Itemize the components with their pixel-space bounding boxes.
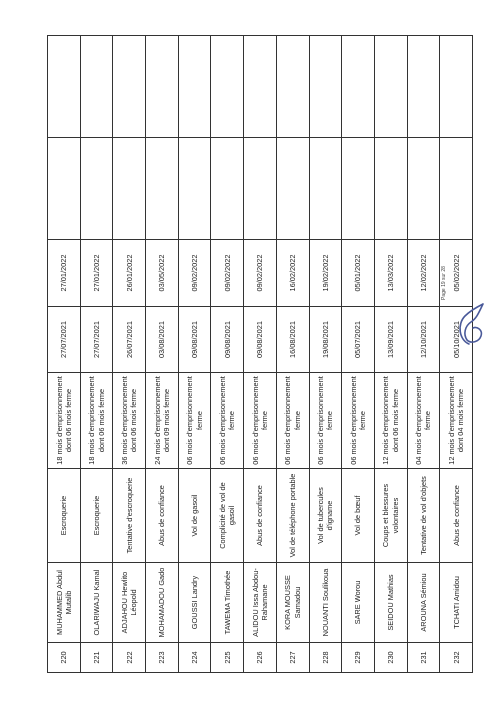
offense: Vol de bœuf [342,469,375,563]
detainee-name: GOUSSI Landry [178,563,211,643]
row-number: 221 [80,643,113,673]
table-row [276,36,309,673]
empty-cell [342,138,375,240]
offense: Complicité de vol de gasoil [211,469,244,563]
empty-cell [440,36,473,138]
empty-cell [113,138,146,240]
incarceration-date: 09/08/2021 [211,307,244,373]
offense: Coups et blessures volontaires [374,469,407,563]
sentence: 18 mois d'emprisonnement dont 06 mois ferme [80,373,113,469]
incarceration-date: 09/08/2021 [244,307,277,373]
row-number: 227 [276,643,309,673]
detainee-table [47,35,473,673]
offense: Escroquerie [80,469,113,563]
empty-cell [374,138,407,240]
release-date: 13/03/2022 [374,240,407,307]
detainee-name: MUHAMMED Abdul Mutalib [48,563,81,643]
empty-cell [211,36,244,138]
sentence: 06 mois d'emprisonnement ferme [178,373,211,469]
table-row [342,36,375,673]
incarceration-date: 27/07/2021 [48,307,81,373]
release-date: 03/05/2022 [146,240,179,307]
table-row [244,36,277,673]
table-row [309,36,342,673]
offense: Tentative d'escroquerie [113,469,146,563]
row-number: 224 [178,643,211,673]
incarceration-date: 09/08/2021 [178,307,211,373]
sentence: 06 mois d'emprisonnement ferme [309,373,342,469]
signature-mark [455,300,487,348]
offense: Abus de confiance [244,469,277,563]
detainee-name: AROUNA Sémiou [407,563,440,643]
row-number: 229 [342,643,375,673]
sentence: 04 mois d'emprisonnement ferme [407,373,440,469]
sentence: 06 mois d'emprisonnement ferme [211,373,244,469]
table-row [407,36,440,673]
offense: Vol de gasoil [178,469,211,563]
incarceration-date: 27/07/2021 [80,307,113,373]
release-date: 09/02/2022 [211,240,244,307]
row-number: 223 [146,643,179,673]
table-row [211,36,244,673]
empty-cell [48,36,81,138]
sentence: 06 mois d'emprisonnement ferme [276,373,309,469]
empty-cell [309,138,342,240]
empty-cell [178,36,211,138]
release-date: 27/01/2022 [48,240,81,307]
empty-cell [407,36,440,138]
detainee-name: SARE Worou [342,563,375,643]
row-number: 232 [440,643,473,673]
sentence: 18 mois d'emprisonnement dont 06 mois ferme [48,373,81,469]
release-date: 05/02/2022 [440,240,473,307]
release-date: 05/01/2022 [342,240,375,307]
incarceration-date: 26/07/2021 [113,307,146,373]
empty-cell [276,138,309,240]
release-date: 19/02/2022 [309,240,342,307]
row-number: 225 [211,643,244,673]
row-number: 220 [48,643,81,673]
empty-cell [80,36,113,138]
empty-cell [146,138,179,240]
incarceration-date: 19/08/2021 [309,307,342,373]
offense: Tentative de vol d'objets [407,469,440,563]
release-date: 26/01/2022 [113,240,146,307]
empty-cell [80,138,113,240]
empty-cell [244,36,277,138]
incarceration-date: 05/07/2021 [342,307,375,373]
empty-cell [113,36,146,138]
empty-cell [211,138,244,240]
detainee-name: ALIDOU Issa Abdou-Rahamane [244,563,277,643]
table-row [440,36,473,673]
incarceration-date: 12/10/2021 [407,307,440,373]
empty-cell [276,36,309,138]
table-row [374,36,407,673]
table-row [80,36,113,673]
empty-cell [309,36,342,138]
detainee-name: TAWEMA Timothée [211,563,244,643]
sentence: 12 mois d'emprisonnement dont 04 mois ferme [440,373,473,469]
page-number: Page 19 sur 28 [441,266,447,300]
row-number: 222 [113,643,146,673]
detainee-name: KORA MOUSSE Samadou [276,563,309,643]
release-date: 27/01/2022 [80,240,113,307]
row-number: 230 [374,643,407,673]
table-row [146,36,179,673]
empty-cell [244,138,277,240]
table-row [48,36,81,673]
offense: Vol de téléphone portable [276,469,309,563]
row-number: 228 [309,643,342,673]
release-date: 09/02/2022 [178,240,211,307]
detainee-name: MOHAMADOU Gado [146,563,179,643]
sentence: 06 mois d'emprisonnement ferme [244,373,277,469]
detainee-name: OLARIWAJU Kamal [80,563,113,643]
sentence: 36 mois d'emprisonnement dont 06 mois ferme [113,373,146,469]
incarceration-date: 03/08/2021 [146,307,179,373]
detainee-name: TCHATI Amidou [440,563,473,643]
table-row [113,36,146,673]
table-body [48,36,473,673]
offense: Escroquerie [48,469,81,563]
incarceration-date: 13/09/2021 [374,307,407,373]
empty-cell [342,36,375,138]
empty-cell [374,36,407,138]
sentence: 24 mois d'emprisonnement dont 09 mois ferme [146,373,179,469]
incarceration-date: 16/08/2021 [276,307,309,373]
empty-cell [407,138,440,240]
empty-cell [146,36,179,138]
detainee-name: NOUANTI Soulikoua [309,563,342,643]
release-date: 16/02/2022 [276,240,309,307]
sentence: 12 mois d'emprisonnement dont 06 mois ferme [374,373,407,469]
detainee-table-wrapper [47,36,473,673]
sentence: 06 mois d'emprisonnement ferme [342,373,375,469]
offense: Abus de confiance [146,469,179,563]
row-number: 231 [407,643,440,673]
release-date: 09/02/2022 [244,240,277,307]
empty-cell [48,138,81,240]
offense: Vol de tubercules d'igname [309,469,342,563]
release-date: 12/02/2022 [407,240,440,307]
detainee-name: ADJAHOU Hewlito Léopold [113,563,146,643]
table-row [178,36,211,673]
row-number: 226 [244,643,277,673]
detainee-name: SEIDOU Mathias [374,563,407,643]
offense: Abus de confiance [440,469,473,563]
incarceration-date: 05/10/2021 [440,307,473,373]
empty-cell [178,138,211,240]
